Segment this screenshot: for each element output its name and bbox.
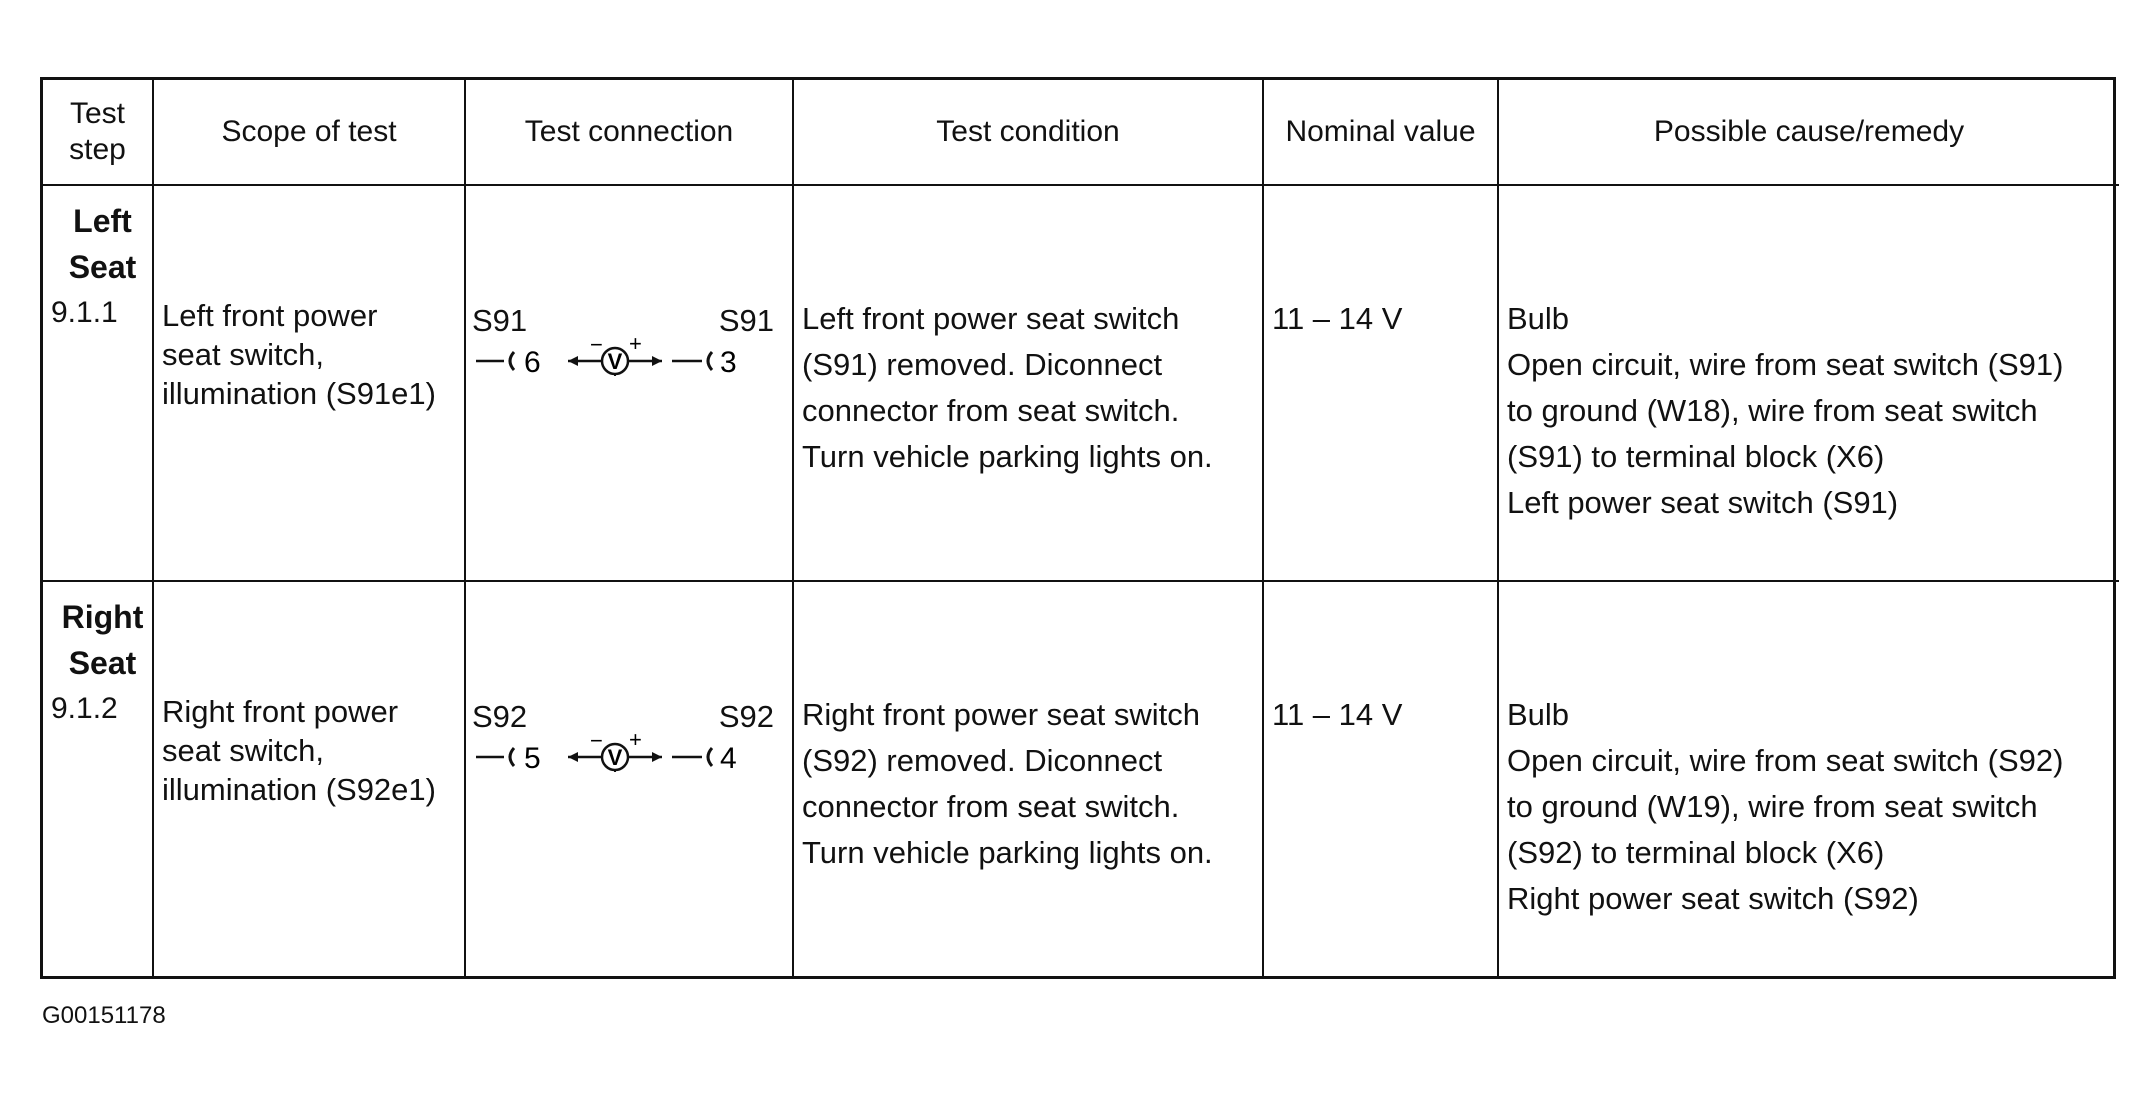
table-row (43, 185, 2119, 581)
meter-letter: V (607, 745, 623, 770)
condition-line: Left front power seat switch (802, 301, 1180, 336)
cause-cell (1498, 581, 2119, 977)
scope-line: illumination (S91e1) (162, 376, 436, 411)
header-connection: Test connection (465, 80, 793, 185)
arrow-left-icon (568, 752, 578, 762)
step-cell (43, 185, 153, 581)
connector-label-left: S92 (472, 699, 528, 734)
header-cause: Possible cause/remedy (1498, 80, 2119, 185)
condition-line: (S91) removed. Diconnect (802, 347, 1163, 382)
cause-line: Bulb (1507, 697, 1570, 732)
connector-label-right: S91 (718, 303, 774, 338)
nominal-cell (1263, 581, 1498, 977)
arrow-right-icon (652, 752, 662, 762)
header-condition: Test condition (793, 80, 1263, 185)
condition-line: (S92) removed. Diconnect (802, 743, 1163, 778)
pin-number-left: 6 (524, 346, 541, 379)
figure-id: G00151178 (42, 1002, 166, 1029)
connector-label-left: S91 (472, 303, 528, 338)
cause-cell (1498, 185, 2119, 581)
arrow-left-icon (568, 356, 578, 366)
scope-line: illumination (S92e1) (162, 772, 436, 807)
pin-number-right: 4 (720, 742, 737, 775)
header-nominal: Nominal value (1263, 80, 1498, 185)
condition-line: Right front power seat switch (802, 697, 1201, 732)
scope-line: seat switch, (162, 337, 324, 372)
test-table (43, 80, 2119, 977)
header-row (43, 80, 2119, 185)
connector-pin-icon (510, 748, 514, 766)
voltmeter-connection (466, 582, 792, 977)
scope-line: Left front power (162, 298, 378, 333)
condition-line: connector from seat switch. (802, 789, 1180, 824)
scope-line: seat switch, (162, 733, 324, 768)
header-test-step: Test step (43, 80, 153, 185)
minus-sign: − (590, 732, 603, 753)
nominal-cell (1263, 185, 1498, 581)
minus-sign: − (590, 336, 603, 357)
condition-line: Turn vehicle parking lights on. (802, 439, 1213, 474)
cause-line: (S92) to terminal block (X6) (1507, 835, 1885, 870)
cause-line: Open circuit, wire from seat switch (S92) (1507, 743, 2064, 778)
condition-cell (793, 581, 1263, 977)
pin-number-left: 5 (524, 742, 541, 775)
meter-letter: V (607, 349, 623, 374)
voltmeter-connection (466, 186, 792, 580)
step-number: 9.1.1 (51, 296, 118, 329)
arrow-right-icon (652, 356, 662, 366)
connector-pin-icon (708, 748, 712, 766)
nominal-value: 11 – 14 V (1272, 301, 1403, 336)
connection-cell (465, 185, 793, 581)
seat-label: Left (73, 203, 132, 239)
plus-sign: + (629, 336, 642, 356)
scope-cell (153, 581, 465, 977)
seat-label: Seat (68, 645, 137, 681)
cause-line: Open circuit, wire from seat switch (S91) (1507, 347, 2064, 382)
scope-cell (153, 185, 465, 581)
connection-cell (465, 581, 793, 977)
cause-line: Left power seat switch (S91) (1507, 485, 1899, 520)
connector-pin-icon (510, 352, 514, 370)
test-table-frame (40, 77, 2116, 979)
nominal-value: 11 – 14 V (1272, 697, 1403, 732)
scope-line: Right front power (162, 694, 399, 729)
cause-line: to ground (W19), wire from seat switch (1507, 789, 2038, 824)
table-row (43, 581, 2119, 977)
voltmeter-diagram (466, 336, 792, 386)
voltmeter-diagram (466, 732, 792, 782)
connector-label-right: S92 (718, 699, 774, 734)
seat-label: Seat (68, 249, 137, 285)
header-scope: Scope of test (153, 80, 465, 185)
cause-line: to ground (W18), wire from seat switch (1507, 393, 2038, 428)
seat-label: Right (61, 599, 144, 635)
condition-line: Turn vehicle parking lights on. (802, 835, 1213, 870)
pin-number-right: 3 (720, 346, 737, 379)
cause-line: Right power seat switch (S92) (1507, 881, 1919, 916)
step-cell (43, 581, 153, 977)
condition-cell (793, 185, 1263, 581)
connector-pin-icon (708, 352, 712, 370)
step-number: 9.1.2 (51, 692, 118, 725)
plus-sign: + (629, 732, 642, 752)
cause-line: (S91) to terminal block (X6) (1507, 439, 1885, 474)
cause-line: Bulb (1507, 301, 1570, 336)
condition-line: connector from seat switch. (802, 393, 1180, 428)
